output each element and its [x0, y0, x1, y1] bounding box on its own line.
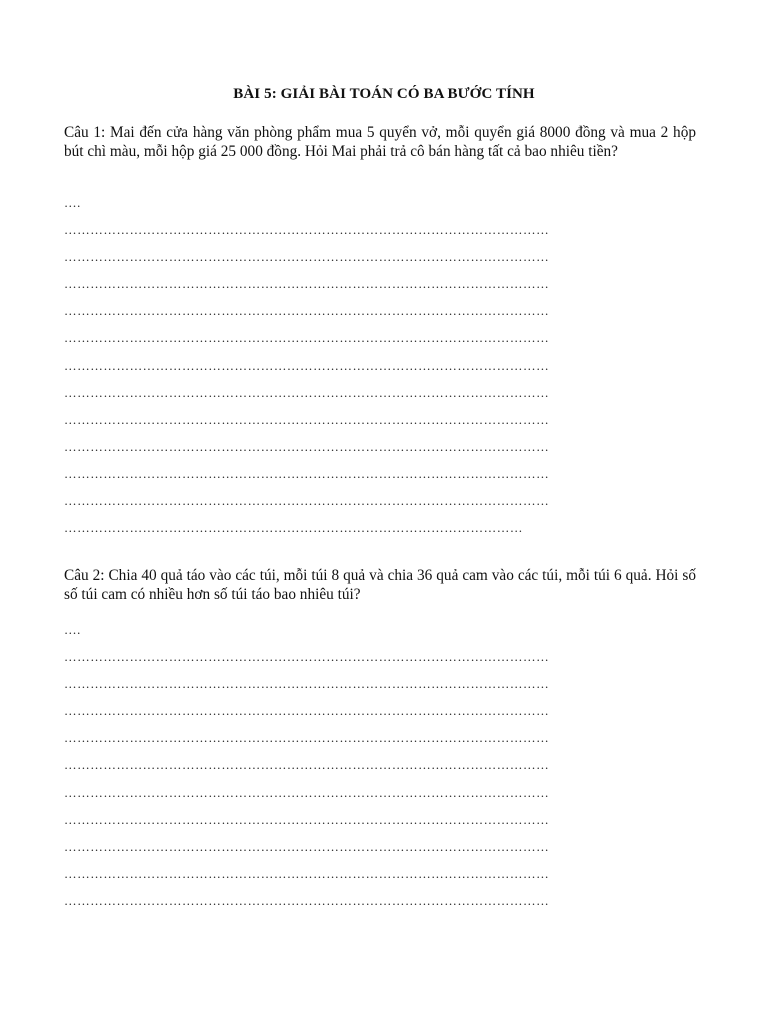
- answer-line: …………………………………………………………………………………………………: [64, 223, 550, 238]
- answer-line: …………………………………………………………………………………………………: [64, 385, 550, 400]
- answer-line: …………………………………………………………………………………………………: [64, 785, 550, 800]
- question-1-answer-lines: [64, 196, 704, 548]
- worksheet-title: BÀI 5: GIẢI BÀI TOÁN CÓ BA BƯỚC TÍNH: [233, 86, 535, 102]
- answer-line: …………………………………………………………………………………………………: [64, 677, 550, 692]
- answer-line: …………………………………………………………………………………………………: [64, 412, 550, 427]
- answer-line: ….: [64, 623, 81, 637]
- answer-line: …………………………………………………………………………………………………: [64, 866, 550, 881]
- answer-line: …………………………………………………………………………………………………: [64, 812, 550, 827]
- answer-line: …………………………………………………………………………………………………: [64, 758, 550, 773]
- answer-line: …………………………………………………………………………………………………: [64, 494, 550, 509]
- question-1-text: Câu 1: Mai đến cửa hàng văn phòng phẩm mua 5 quyển vở, mỗi quyển giá 8000 đồng và mua 2 hộp bút chì màu, mỗi hộp giá 25 000 đồng. Hỏi Mai phải trả cô bán hàng tất cả bao nhiêu tiền?: [64, 124, 696, 160]
- answer-line: …………………………………………………………………………………………………: [64, 331, 550, 346]
- answer-line: …………………………………………………………………………………………………: [64, 439, 550, 454]
- answer-line: ….: [64, 196, 81, 210]
- answer-line: …………………………………………………………………………………………………: [64, 466, 550, 481]
- answer-line: …………………………………………………………………………………………………: [64, 893, 550, 908]
- answer-line: …………………………………………………………………………………………………: [64, 731, 550, 746]
- answer-line: …………………………………………………………………………………………………: [64, 704, 550, 719]
- answer-line: …………………………………………………………………………………………………: [64, 250, 550, 265]
- answer-line: …………………………………………………………………………………………………: [64, 650, 550, 665]
- answer-line: …………………………………………………………………………………………………: [64, 304, 550, 319]
- answer-line: …………………………………………………………………………………………………: [64, 839, 550, 854]
- question-2-answer-lines: [64, 623, 704, 921]
- answer-line: …………………………………………………………………………………………………: [64, 277, 550, 292]
- answer-line: …………………………………………………………………………………………………: [64, 358, 550, 373]
- question-2-text: Câu 2: Chia 40 quả táo vào các túi, mỗi túi 8 quả và chia 36 quả cam vào các túi, mỗi túi 6 quả. Hỏi số số túi cam có nhiều hơn số túi táo bao nhiêu túi?: [64, 567, 696, 603]
- answer-line: ……………………………………………………………………………………………: [64, 521, 523, 536]
